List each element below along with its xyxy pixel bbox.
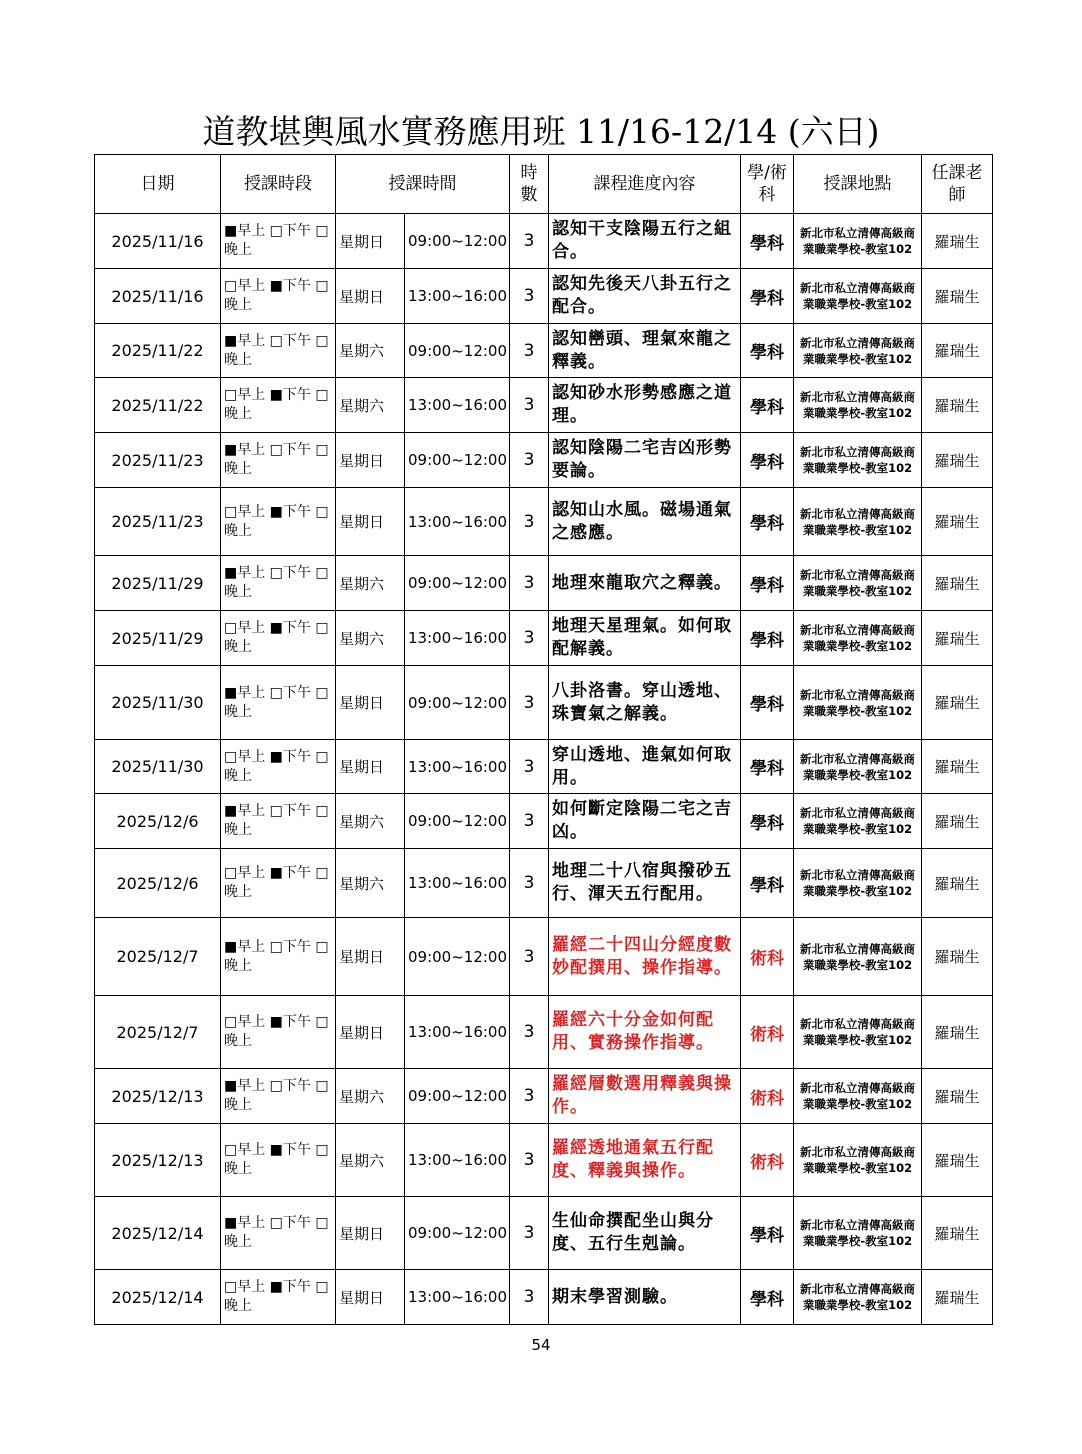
table-row [95, 378, 993, 433]
row-day: 星期六 [336, 378, 405, 433]
row-day: 星期日 [336, 996, 405, 1069]
row-type: 術科 [741, 996, 794, 1069]
row-hours: 3 [510, 1124, 549, 1197]
row-place: 新北市私立清傳高級商業職業學校-教室102 [794, 666, 922, 740]
row-period: ■早上 □下午 □晚上 [221, 918, 336, 996]
row-hours: 3 [510, 269, 549, 324]
row-teacher: 羅瑞生 [922, 269, 993, 324]
row-hours: 3 [510, 666, 549, 740]
row-date: 2025/11/23 [95, 488, 221, 556]
row-place: 新北市私立清傳高級商業職業學校-教室102 [794, 556, 922, 611]
row-time: 09:00~12:00 [405, 433, 510, 488]
table-row [95, 1069, 993, 1124]
table-row [95, 1124, 993, 1197]
row-place: 新北市私立清傳高級商業職業學校-教室102 [794, 488, 922, 556]
row-teacher: 羅瑞生 [922, 433, 993, 488]
table-row [95, 324, 993, 378]
row-day: 星期日 [336, 1270, 405, 1325]
row-date: 2025/11/16 [95, 269, 221, 324]
row-day: 星期日 [336, 269, 405, 324]
header-period: 授課時段 [221, 155, 336, 214]
row-hours: 3 [510, 433, 549, 488]
row-date: 2025/11/23 [95, 433, 221, 488]
row-period: ■早上 □下午 □晚上 [221, 433, 336, 488]
row-teacher: 羅瑞生 [922, 740, 993, 794]
header-content: 課程進度內容 [549, 155, 741, 214]
row-type: 學科 [741, 1197, 794, 1270]
row-time: 09:00~12:00 [405, 324, 510, 378]
row-hours: 3 [510, 996, 549, 1069]
row-type: 學科 [741, 214, 794, 269]
row-content: 穿山透地、進氣如何取用。 [549, 740, 741, 794]
header-hours: 時數 [510, 155, 549, 214]
row-teacher: 羅瑞生 [922, 488, 993, 556]
row-period: □早上 ■下午 □晚上 [221, 1270, 336, 1325]
header-place: 授課地點 [794, 155, 922, 214]
row-date: 2025/12/13 [95, 1069, 221, 1124]
header-date: 日期 [95, 155, 221, 214]
row-teacher: 羅瑞生 [922, 556, 993, 611]
row-time: 09:00~12:00 [405, 918, 510, 996]
row-period: ■早上 □下午 □晚上 [221, 1069, 336, 1124]
row-time: 13:00~16:00 [405, 740, 510, 794]
page-number: 54 [531, 1336, 551, 1354]
row-period: □早上 ■下午 □晚上 [221, 1124, 336, 1197]
row-content: 羅經層數選用釋義與操作。 [549, 1069, 741, 1124]
header-type: 學/術科 [741, 155, 794, 214]
row-time: 13:00~16:00 [405, 611, 510, 666]
row-date: 2025/12/7 [95, 918, 221, 996]
row-type: 術科 [741, 1124, 794, 1197]
row-content: 生仙命撰配坐山與分度、五行生剋論。 [549, 1197, 741, 1270]
table-row [95, 740, 993, 794]
row-time: 09:00~12:00 [405, 794, 510, 849]
row-place: 新北市私立清傳高級商業職業學校-教室102 [794, 214, 922, 269]
row-hours: 3 [510, 378, 549, 433]
table-header-row [95, 155, 993, 214]
row-place: 新北市私立清傳高級商業職業學校-教室102 [794, 794, 922, 849]
row-content: 認知砂水形勢感應之道理。 [549, 378, 741, 433]
row-period: □早上 ■下午 □晚上 [221, 996, 336, 1069]
row-period: ■早上 □下午 □晚上 [221, 666, 336, 740]
row-type: 學科 [741, 378, 794, 433]
row-period: ■早上 □下午 □晚上 [221, 794, 336, 849]
row-type: 學科 [741, 488, 794, 556]
row-time: 09:00~12:00 [405, 1197, 510, 1270]
table-row [95, 488, 993, 556]
row-teacher: 羅瑞生 [922, 1069, 993, 1124]
row-type: 學科 [741, 794, 794, 849]
row-place: 新北市私立清傳高級商業職業學校-教室102 [794, 269, 922, 324]
row-time: 09:00~12:00 [405, 1069, 510, 1124]
row-place: 新北市私立清傳高級商業職業學校-教室102 [794, 378, 922, 433]
row-teacher: 羅瑞生 [922, 1270, 993, 1325]
row-place: 新北市私立清傳高級商業職業學校-教室102 [794, 324, 922, 378]
row-day: 星期日 [336, 214, 405, 269]
row-place: 新北市私立清傳高級商業職業學校-教室102 [794, 996, 922, 1069]
table-row [95, 918, 993, 996]
row-date: 2025/12/13 [95, 1124, 221, 1197]
row-time: 13:00~16:00 [405, 996, 510, 1069]
header-teacher: 任課老師 [922, 155, 993, 214]
table-row [95, 611, 993, 666]
row-content: 如何斷定陰陽二宅之吉凶。 [549, 794, 741, 849]
row-type: 學科 [741, 666, 794, 740]
row-time: 09:00~12:00 [405, 214, 510, 269]
row-time: 09:00~12:00 [405, 556, 510, 611]
row-place: 新北市私立清傳高級商業職業學校-教室102 [794, 611, 922, 666]
row-period: □早上 ■下午 □晚上 [221, 378, 336, 433]
header-time: 授課時間 [336, 155, 510, 214]
row-time: 13:00~16:00 [405, 488, 510, 556]
row-hours: 3 [510, 1270, 549, 1325]
row-day: 星期日 [336, 740, 405, 794]
row-content: 認知干支陰陽五行之組合。 [549, 214, 741, 269]
row-content: 八卦洛書。穿山透地、珠寶氣之解義。 [549, 666, 741, 740]
row-date: 2025/11/16 [95, 214, 221, 269]
row-teacher: 羅瑞生 [922, 378, 993, 433]
row-teacher: 羅瑞生 [922, 849, 993, 918]
row-hours: 3 [510, 611, 549, 666]
row-type: 術科 [741, 918, 794, 996]
row-place: 新北市私立清傳高級商業職業學校-教室102 [794, 918, 922, 996]
row-content: 地理二十八宿與撥砂五行、渾天五行配用。 [549, 849, 741, 918]
row-hours: 3 [510, 488, 549, 556]
row-period: □早上 ■下午 □晚上 [221, 611, 336, 666]
row-teacher: 羅瑞生 [922, 666, 993, 740]
row-hours: 3 [510, 1197, 549, 1270]
row-day: 星期日 [336, 488, 405, 556]
row-period: □早上 ■下午 □晚上 [221, 849, 336, 918]
row-hours: 3 [510, 849, 549, 918]
row-type: 學科 [741, 849, 794, 918]
row-place: 新北市私立清傳高級商業職業學校-教室102 [794, 1124, 922, 1197]
row-time: 13:00~16:00 [405, 269, 510, 324]
row-place: 新北市私立清傳高級商業職業學校-教室102 [794, 849, 922, 918]
row-content: 認知山水風。磁場通氣之感應。 [549, 488, 741, 556]
row-date: 2025/12/6 [95, 794, 221, 849]
row-teacher: 羅瑞生 [922, 214, 993, 269]
table-row [95, 794, 993, 849]
row-teacher: 羅瑞生 [922, 1197, 993, 1270]
row-period: □早上 ■下午 □晚上 [221, 740, 336, 794]
row-period: ■早上 □下午 □晚上 [221, 1197, 336, 1270]
row-content: 期末學習測驗。 [549, 1270, 741, 1325]
row-time: 13:00~16:00 [405, 849, 510, 918]
row-time: 09:00~12:00 [405, 666, 510, 740]
table-row [95, 556, 993, 611]
row-day: 星期日 [336, 433, 405, 488]
row-period: □早上 ■下午 □晚上 [221, 269, 336, 324]
table-row [95, 1197, 993, 1270]
row-hours: 3 [510, 556, 549, 611]
row-type: 學科 [741, 740, 794, 794]
row-type: 術科 [741, 1069, 794, 1124]
row-content: 地理來龍取穴之釋義。 [549, 556, 741, 611]
row-date: 2025/12/6 [95, 849, 221, 918]
row-date: 2025/11/22 [95, 378, 221, 433]
row-type: 學科 [741, 1270, 794, 1325]
row-period: ■早上 □下午 □晚上 [221, 556, 336, 611]
row-day: 星期六 [336, 556, 405, 611]
table-row [95, 666, 993, 740]
row-date: 2025/11/30 [95, 666, 221, 740]
document-title: 道教堪輿風水實務應用班 11/16-12/14 (六日) [202, 112, 880, 151]
row-day: 星期六 [336, 1124, 405, 1197]
row-hours: 3 [510, 918, 549, 996]
schedule-table [94, 154, 993, 1325]
row-type: 學科 [741, 324, 794, 378]
row-date: 2025/12/14 [95, 1270, 221, 1325]
row-period: ■早上 □下午 □晚上 [221, 324, 336, 378]
row-content: 地理天星理氣。如何取配解義。 [549, 611, 741, 666]
row-date: 2025/12/7 [95, 996, 221, 1069]
row-hours: 3 [510, 324, 549, 378]
row-day: 星期六 [336, 849, 405, 918]
row-date: 2025/11/22 [95, 324, 221, 378]
row-teacher: 羅瑞生 [922, 794, 993, 849]
row-hours: 3 [510, 740, 549, 794]
row-type: 學科 [741, 556, 794, 611]
row-day: 星期六 [336, 324, 405, 378]
row-day: 星期日 [336, 1197, 405, 1270]
row-day: 星期六 [336, 794, 405, 849]
table-row [95, 269, 993, 324]
row-date: 2025/12/14 [95, 1197, 221, 1270]
row-content: 羅經二十四山分經度數妙配撰用、操作指導。 [549, 918, 741, 996]
row-time: 13:00~16:00 [405, 1124, 510, 1197]
row-hours: 3 [510, 1069, 549, 1124]
row-time: 13:00~16:00 [405, 378, 510, 433]
row-place: 新北市私立清傳高級商業職業學校-教室102 [794, 1270, 922, 1325]
row-teacher: 羅瑞生 [922, 996, 993, 1069]
row-day: 星期日 [336, 666, 405, 740]
row-content: 羅經透地通氣五行配度、釋義與操作。 [549, 1124, 741, 1197]
row-period: □早上 ■下午 □晚上 [221, 488, 336, 556]
row-hours: 3 [510, 794, 549, 849]
table-row [95, 1270, 993, 1325]
row-place: 新北市私立清傳高級商業職業學校-教室102 [794, 1197, 922, 1270]
row-teacher: 羅瑞生 [922, 324, 993, 378]
table-row [95, 214, 993, 269]
row-place: 新北市私立清傳高級商業職業學校-教室102 [794, 1069, 922, 1124]
table-row [95, 849, 993, 918]
row-type: 學科 [741, 269, 794, 324]
row-day: 星期日 [336, 918, 405, 996]
row-period: ■早上 □下午 □晚上 [221, 214, 336, 269]
row-content: 認知巒頭、理氣來龍之釋義。 [549, 324, 741, 378]
row-type: 學科 [741, 433, 794, 488]
row-date: 2025/11/29 [95, 556, 221, 611]
row-time: 13:00~16:00 [405, 1270, 510, 1325]
row-date: 2025/11/30 [95, 740, 221, 794]
row-day: 星期六 [336, 611, 405, 666]
row-content: 認知先後天八卦五行之配合。 [549, 269, 741, 324]
row-teacher: 羅瑞生 [922, 611, 993, 666]
row-teacher: 羅瑞生 [922, 1124, 993, 1197]
table-row [95, 433, 993, 488]
row-content: 羅經六十分金如何配用、實務操作指導。 [549, 996, 741, 1069]
row-day: 星期六 [336, 1069, 405, 1124]
table-row [95, 996, 993, 1069]
row-place: 新北市私立清傳高級商業職業學校-教室102 [794, 433, 922, 488]
row-date: 2025/11/29 [95, 611, 221, 666]
row-type: 學科 [741, 611, 794, 666]
row-place: 新北市私立清傳高級商業職業學校-教室102 [794, 740, 922, 794]
row-hours: 3 [510, 214, 549, 269]
row-teacher: 羅瑞生 [922, 918, 993, 996]
row-content: 認知陰陽二宅吉凶形勢要論。 [549, 433, 741, 488]
